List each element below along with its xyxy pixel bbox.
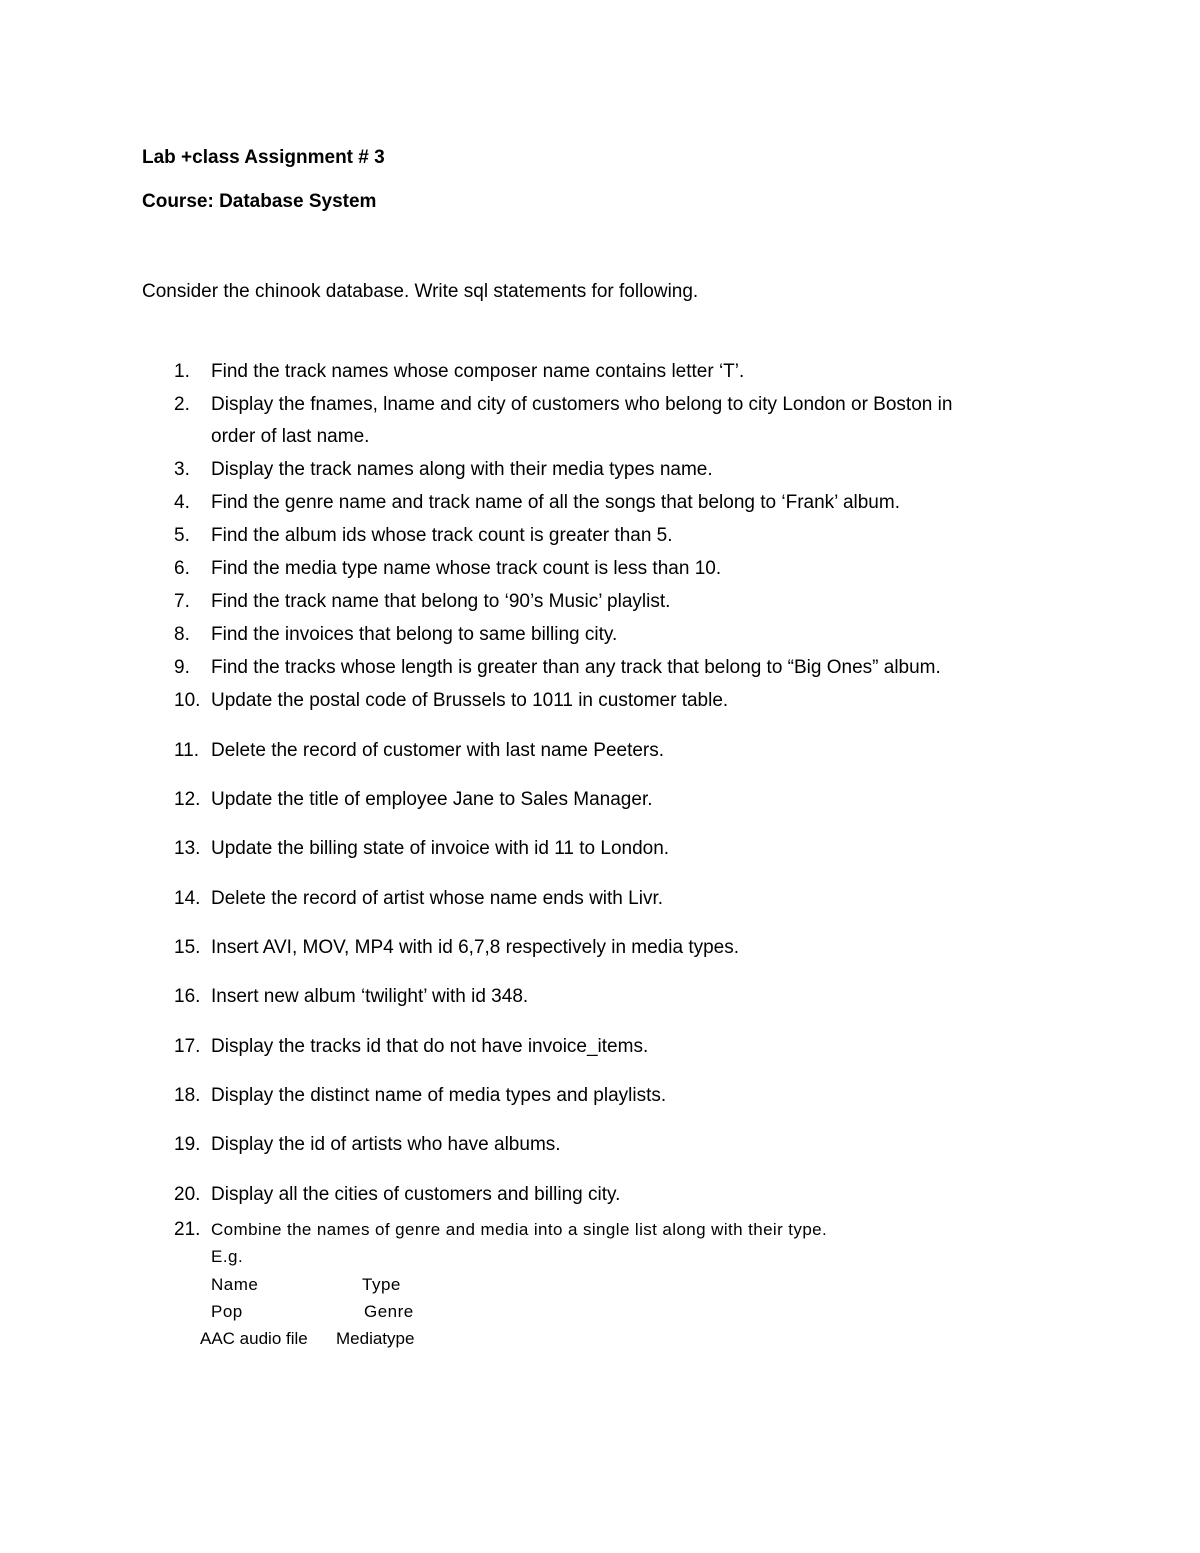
- list-item: [174, 360, 744, 384]
- item-text: Find the genre name and track name of all the songs that belong to ‘Frank’ album.: [211, 492, 900, 513]
- list-item: [174, 458, 713, 482]
- item-text: Find the media type name whose track count is less than 10.: [211, 558, 722, 579]
- example-header-type: Type: [362, 1275, 401, 1294]
- example-row-name: AAC audio file: [200, 1329, 308, 1348]
- item-number: 4.: [174, 492, 190, 513]
- item-number: 14.: [174, 888, 201, 909]
- list-item: [174, 887, 663, 911]
- item-number: 3.: [174, 459, 190, 480]
- item-text: Find the invoices that belong to same billing city.: [211, 624, 618, 645]
- example-row-type: Mediatype: [336, 1329, 415, 1348]
- list-item: [174, 1218, 827, 1242]
- item-number: 20.: [174, 1184, 201, 1205]
- item-text: Delete the record of customer with last name Peeters.: [211, 740, 665, 761]
- item-number: 6.: [174, 558, 190, 579]
- item-number: 16.: [174, 986, 201, 1007]
- list-item: [174, 524, 673, 548]
- intro-text: Consider the chinook database. Write sql statements for following.: [142, 281, 699, 302]
- item-number: 19.: [174, 1134, 201, 1155]
- item-number: 11.: [174, 740, 200, 761]
- item-number: 5.: [174, 525, 190, 546]
- item-number: 13.: [174, 838, 201, 859]
- item-text-continuation: order of last name.: [211, 426, 370, 447]
- item-number: 2.: [174, 394, 190, 415]
- assignment-title: Lab +class Assignment # 3: [142, 147, 385, 168]
- list-item: [174, 689, 728, 713]
- item-number: 18.: [174, 1085, 201, 1106]
- item-text: Delete the record of artist whose name ends with Livr.: [211, 888, 664, 909]
- item-text: Display the id of artists who have albums.: [211, 1134, 561, 1155]
- list-item: [174, 1035, 648, 1059]
- item-text: Display the distinct name of media types and playlists.: [211, 1085, 667, 1106]
- list-item: [174, 985, 528, 1009]
- item-text: Display the tracks id that do not have invoice_items.: [211, 1036, 649, 1057]
- item-text: Display the track names along with their media types name.: [211, 459, 713, 480]
- example-header-name: Name: [211, 1275, 259, 1294]
- list-item: [174, 936, 739, 960]
- example-row-name: Pop: [211, 1302, 243, 1321]
- item-number: 21.: [174, 1219, 201, 1240]
- item-number: 9.: [174, 657, 190, 678]
- item-number: 8.: [174, 624, 190, 645]
- item-number: 1.: [174, 361, 190, 382]
- list-item: [174, 788, 653, 812]
- list-item: [174, 491, 900, 515]
- item-text: Find the album ids whose track count is greater than 5.: [211, 525, 673, 546]
- item-text: Update the title of employee Jane to Sales Manager.: [211, 789, 653, 810]
- list-item: [174, 1133, 561, 1157]
- list-item: [174, 623, 617, 647]
- list-item: [174, 739, 664, 763]
- item-text: Find the track names whose composer name contains letter ‘T’.: [211, 361, 745, 382]
- item-text: Update the billing state of invoice with id 11 to London.: [211, 838, 670, 859]
- item-number: 7.: [174, 591, 190, 612]
- list-item: [174, 590, 670, 614]
- list-item: [174, 557, 721, 581]
- list-item: [174, 1183, 620, 1207]
- list-item: [174, 1084, 666, 1108]
- item-text: Combine the names of genre and media into a single list along with their type.: [211, 1220, 828, 1239]
- list-item: [174, 393, 952, 417]
- item-text: Display the fnames, lname and city of customers who belong to city London or Boston in: [211, 394, 953, 415]
- item-text: Display all the cities of customers and billing city.: [211, 1184, 621, 1205]
- item-text: Insert AVI, MOV, MP4 with id 6,7,8 respectively in media types.: [211, 937, 740, 958]
- item-text: Find the tracks whose length is greater than any track that belong to “Big Ones” album.: [211, 657, 941, 678]
- list-item: [174, 837, 669, 861]
- item-text: Update the postal code of Brussels to 1011 in customer table.: [211, 690, 729, 711]
- list-item: [174, 656, 941, 680]
- course-name: Course: Database System: [142, 191, 377, 212]
- example-row-type: Genre: [364, 1302, 414, 1321]
- item-number: 17.: [174, 1036, 201, 1057]
- item-text: Insert new album ‘twilight’ with id 348.: [211, 986, 529, 1007]
- item-number: 12.: [174, 789, 201, 810]
- item-number: 15.: [174, 937, 201, 958]
- item-number: 10.: [174, 690, 201, 711]
- example-label: E.g.: [211, 1247, 244, 1266]
- item-text: Find the track name that belong to ‘90’s Music’ playlist.: [211, 591, 671, 612]
